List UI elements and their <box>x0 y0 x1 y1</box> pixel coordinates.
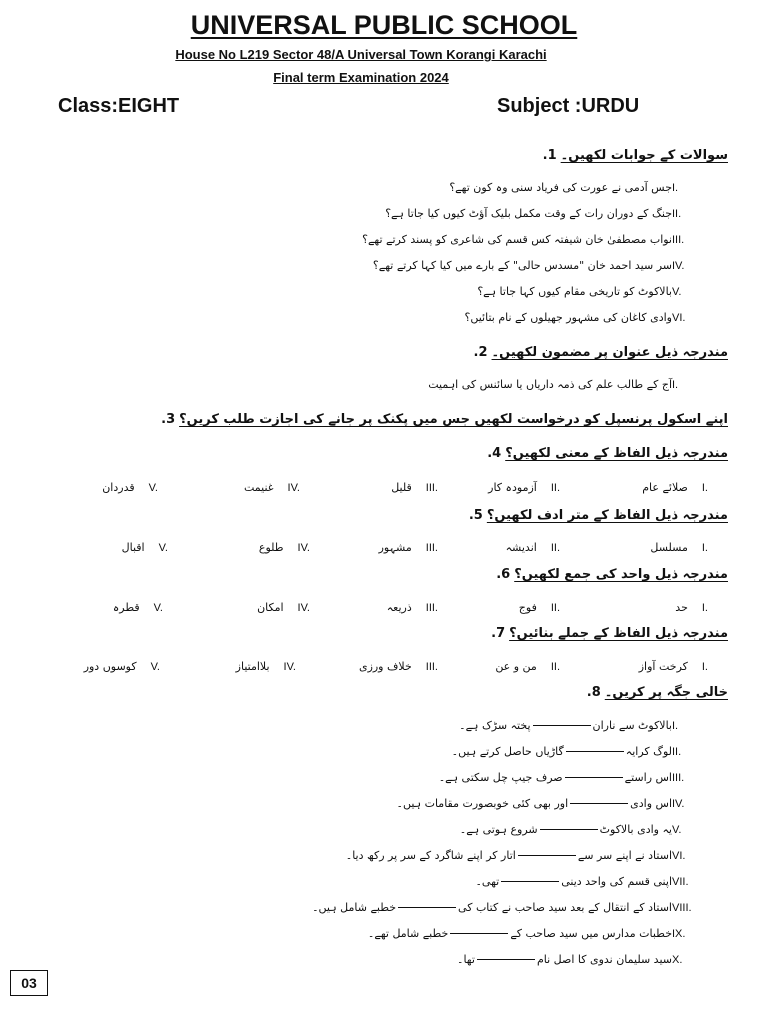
question-6-heading <box>496 567 728 582</box>
word-item <box>639 660 708 673</box>
word-text: خلاف ورزی <box>358 660 412 673</box>
word-item <box>642 481 708 494</box>
blank-line <box>450 933 508 934</box>
word-item <box>488 481 560 494</box>
word-item <box>122 541 168 554</box>
blank-before: یہ وادی بالاکوٹ <box>599 823 672 836</box>
item-number: V. <box>672 286 682 298</box>
question-7-heading <box>491 626 728 641</box>
item-number: I. <box>701 542 708 554</box>
word-text: ذریعہ <box>386 601 412 614</box>
item-number: III. <box>425 661 438 673</box>
blank-line <box>518 855 576 856</box>
fill-blank-item <box>439 771 708 784</box>
blank-line <box>565 777 623 778</box>
blank-after: صرف جیپ چل سکتی ہے۔ <box>438 771 563 784</box>
class-label: Class:EIGHT <box>58 95 180 117</box>
blank-before: استاد نے اپنے سر سے <box>577 849 672 862</box>
item-number: I. <box>672 182 679 194</box>
word-item <box>650 541 708 554</box>
exam-title: Final term Examination 2024 <box>273 70 449 85</box>
item-number: IV. <box>297 602 310 614</box>
item-number: II. <box>672 746 682 758</box>
item-number: I. <box>701 482 708 494</box>
word-item <box>387 601 438 614</box>
list-item <box>362 233 708 246</box>
question-number: 2. <box>473 345 488 360</box>
item-text: سر سید احمد خان "مسدس حالی" کے بارے میں کیا کہا کرتے تھے؟ <box>372 259 672 272</box>
list-item <box>428 378 708 391</box>
page-number-box: 03 <box>10 970 48 996</box>
blank-line <box>398 907 456 908</box>
blank-after: تھا۔ <box>457 953 475 966</box>
blank-after: خطبے شامل ہیں۔ <box>312 901 397 914</box>
item-number: III. <box>425 542 438 554</box>
blank-before: سید سلیمان ندوی کا اصل نام <box>536 953 672 966</box>
blank-line <box>570 803 628 804</box>
item-number: III. <box>425 482 438 494</box>
fill-blank-item <box>346 849 708 862</box>
item-number: III. <box>672 234 685 246</box>
word-item <box>379 541 438 554</box>
item-number: I. <box>672 720 679 732</box>
list-item <box>373 259 708 272</box>
blank-after: پختہ سڑک ہے۔ <box>459 719 531 732</box>
item-number: V. <box>158 542 168 554</box>
item-number: VII. <box>672 876 689 888</box>
blank-before: اس وادی <box>630 797 672 810</box>
item-number: VI. <box>672 850 686 862</box>
word-item <box>244 481 300 494</box>
word-text: قلیل <box>391 481 412 494</box>
question-title: مندرجہ ذیل الفاظ کے متر ادف لکھیں؟ <box>486 508 728 523</box>
item-text: بالاکوٹ کو تاریخی مقام کیوں کہا جاتا ہے؟ <box>477 285 672 298</box>
blank-before: خطبات مدارس میں سید صاحب کے <box>510 927 672 940</box>
item-text: جنگ کے دوران رات کے وقت مکمل بلیک آؤٹ کیوں کیا جاتا ہے؟ <box>385 207 672 220</box>
question-2-heading <box>474 345 728 360</box>
blank-before: لوگ کرایہ <box>625 745 672 758</box>
fill-blank-item <box>460 823 708 836</box>
word-text: کرخت آواز <box>638 660 688 673</box>
item-number: V. <box>150 661 160 673</box>
question-number: 7. <box>491 626 506 641</box>
blank-line <box>477 959 535 960</box>
subject-label: Subject :URDU <box>497 95 640 117</box>
word-text: اقبال <box>121 541 145 554</box>
question-number: 1. <box>542 148 557 163</box>
item-number: IV. <box>287 482 300 494</box>
item-number: II. <box>550 542 560 554</box>
question-4-heading <box>487 446 728 461</box>
item-number: V. <box>148 482 158 494</box>
question-title: اپنے اسکول پرنسپل کو درخواست لکھیں جس میں پکنک پر جانے کی اجازت طلب کریں؟ <box>179 412 728 427</box>
item-number: II. <box>672 208 682 220</box>
word-text: صلائے عام <box>642 481 688 494</box>
fill-blank-item <box>368 927 708 940</box>
question-title: سوالات کے جوابات لکھیں۔ <box>560 148 728 163</box>
question-8-heading <box>587 685 728 700</box>
fill-blank-item <box>452 745 708 758</box>
question-title: مندرجہ ذیل الفاظ کے جملے بنائیں؟ <box>509 626 728 641</box>
word-text: مشہور <box>378 541 412 554</box>
blank-before: اپنی قسم کی واحد دینی <box>561 875 672 888</box>
word-text: کوسوں دور <box>83 660 137 673</box>
fill-blank-item <box>459 719 708 732</box>
word-text: امکان <box>257 601 284 614</box>
list-item <box>449 181 708 194</box>
item-number: III. <box>425 602 438 614</box>
item-number: IV. <box>672 798 685 810</box>
list-item <box>385 207 708 220</box>
word-item <box>359 660 438 673</box>
item-number: II. <box>550 602 560 614</box>
blank-line <box>540 829 598 830</box>
word-item <box>84 660 160 673</box>
word-text: آزمودہ کار <box>488 481 537 494</box>
word-text: مسلسل <box>650 541 688 554</box>
word-text: قطرہ <box>112 601 140 614</box>
school-name: UNIVERSAL PUBLIC SCHOOL <box>190 10 578 40</box>
item-number: I. <box>672 379 679 391</box>
question-title: مندرجہ ذیل الفاظ کے معنی لکھیں؟ <box>505 446 728 461</box>
word-text: من و عن <box>495 660 537 673</box>
word-item <box>519 601 560 614</box>
item-number: II. <box>550 482 560 494</box>
list-item <box>477 285 708 298</box>
blank-before: بالاکوٹ سے ناران <box>592 719 672 732</box>
item-number: I. <box>701 602 708 614</box>
blank-before: اس راستے <box>624 771 672 784</box>
word-item <box>675 601 708 614</box>
fill-blank-item <box>457 953 708 966</box>
blank-after: تھی۔ <box>475 875 500 888</box>
question-title: خالی جگہ پر کریں۔ <box>604 685 728 700</box>
word-text: حد <box>675 601 688 614</box>
blank-before: استاد کے انتقال کے بعد سید صاحب نے کتاب کی <box>458 901 672 914</box>
item-number: IV. <box>283 661 296 673</box>
blank-after: گاڑیاں حاصل کرتے ہیں۔ <box>451 745 564 758</box>
question-number: 3. <box>161 412 176 427</box>
blank-after: شروع ہوتی ہے۔ <box>459 823 538 836</box>
word-item <box>113 601 163 614</box>
question-title: مندرجہ ذیل عنوان پر مضمون لکھیں۔ <box>491 345 728 360</box>
item-text: نواب مصطفیٰ خان شیفتہ کس قسم کی شاعری کو پسند کرتے تھے؟ <box>362 233 672 246</box>
item-number: II. <box>550 661 560 673</box>
school-address: House No L219 Sector 48/A Universal Town Korangi Karachi <box>175 47 547 62</box>
question-5-heading <box>469 508 728 523</box>
item-number: III. <box>672 772 685 784</box>
item-number: IV. <box>297 542 310 554</box>
item-number: VIII. <box>672 902 692 914</box>
word-text: غنیمت <box>243 481 274 494</box>
item-number: VI. <box>672 312 686 324</box>
question-number: 6. <box>496 567 511 582</box>
item-number: V. <box>153 602 163 614</box>
question-number: 8. <box>586 685 601 700</box>
item-number: IX. <box>672 928 686 940</box>
word-item <box>257 601 310 614</box>
blank-after: اتار کر اپنے شاگرد کے سر پر رکھ دیا۔ <box>345 849 516 862</box>
blank-after: اور بھی کئی خوبصورت مقامات ہیں۔ <box>396 797 569 810</box>
word-item <box>391 481 438 494</box>
word-item <box>102 481 158 494</box>
fill-blank-item <box>475 875 708 888</box>
blank-line <box>566 751 624 752</box>
blank-line <box>501 881 559 882</box>
fill-blank-item <box>312 901 708 914</box>
item-number: V. <box>672 824 682 836</box>
question-title: مندرجہ ذیل واحد کی جمع لکھیں؟ <box>514 567 728 582</box>
item-text: وادی کاغان کی مشہور جھیلوں کے نام بتائیں؟ <box>464 311 672 324</box>
word-item <box>259 541 310 554</box>
blank-after: خطبے شامل تھے۔ <box>367 927 449 940</box>
fill-blank-item <box>397 797 708 810</box>
item-text: جس آدمی نے عورت کی فریاد سنی وہ کون تھے؟ <box>449 181 672 194</box>
item-number: X. <box>672 954 683 966</box>
question-number: 4. <box>487 446 502 461</box>
question-3-heading <box>161 412 728 427</box>
word-text: اندیشہ <box>505 541 537 554</box>
item-text: آج کے طالب علم کی ذمہ داریاں یا سائنس کی اہمیت <box>428 378 672 391</box>
question-1-heading <box>543 148 728 163</box>
blank-line <box>533 725 591 726</box>
word-item <box>506 541 560 554</box>
item-number: IV. <box>672 260 685 272</box>
word-item <box>495 660 560 673</box>
item-number: I. <box>701 661 708 673</box>
word-text: طلوع <box>258 541 284 554</box>
word-text: قدردان <box>102 481 135 494</box>
question-number: 5. <box>468 508 483 523</box>
word-item <box>236 660 296 673</box>
word-text: فوج <box>518 601 537 614</box>
word-text: بلاامتیاز <box>235 660 270 673</box>
list-item <box>465 311 709 324</box>
